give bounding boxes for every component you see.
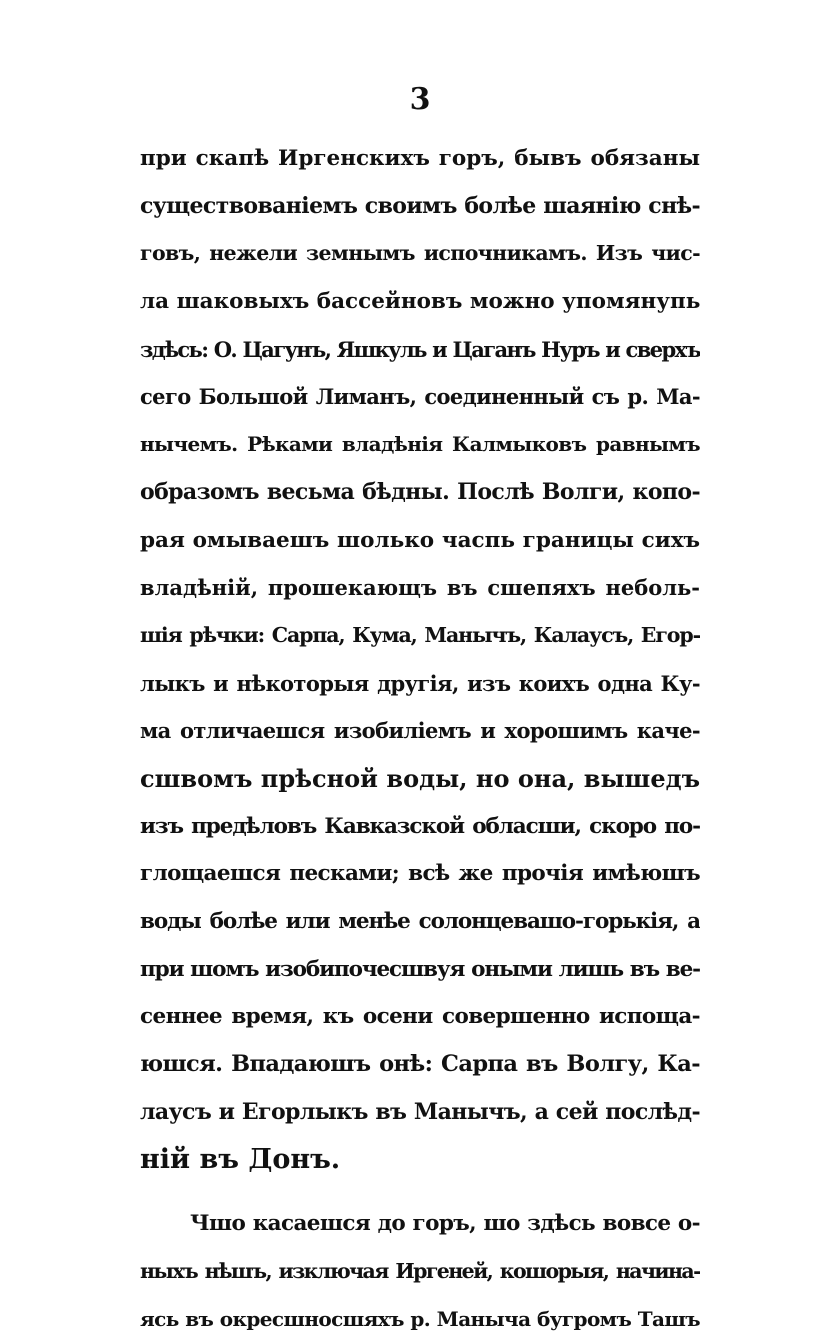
text-line: сшвомъ прѣсной воды, но она, вышедъ bbox=[140, 755, 700, 803]
text-line: ныхъ нѣшъ, изключая Иргеней, кошорыя, начина- bbox=[140, 1248, 700, 1296]
text-line: шія рѣчки: Сарпа, Кума, Манычъ, Калаусъ, Егор- bbox=[140, 612, 700, 660]
text-line: сего Большой Лиманъ, соединенный съ р. Ма- bbox=[140, 373, 700, 421]
body-text bbox=[140, 135, 700, 1343]
text-line: ла шаковыхъ бассейновъ можно упомянупь bbox=[140, 278, 700, 326]
text-line: образомъ весьма бѣдны. Послѣ Волги, копо- bbox=[140, 469, 700, 517]
paragraph-2 bbox=[140, 1200, 700, 1343]
text-line: владѣній, прошекающъ въ сшепяхъ неболь- bbox=[140, 564, 700, 612]
text-line: лаусъ и Егорлыкъ въ Манычъ, а сей послѣд- bbox=[140, 1089, 700, 1137]
text-line: при скапѣ Иргенскихъ горъ, бывъ обязаны bbox=[140, 135, 700, 183]
text-line: Чшо касаешся до горъ, шо здѣсь вовсе о- bbox=[140, 1200, 700, 1248]
text-line: говъ, нежели земнымъ испочникамъ. Изъ чис- bbox=[140, 230, 700, 278]
paragraph-1 bbox=[140, 135, 700, 1184]
text-line: существованіемъ своимъ болѣе шаянію снѣ- bbox=[140, 183, 700, 231]
text-line: при шомъ изобипочесшвуя оными лишь въ ве- bbox=[140, 946, 700, 994]
text-line: ній въ Донъ. bbox=[140, 1136, 700, 1184]
text-line: юшся. Впадаюшъ онѣ: Сарпа въ Волгу, Ка- bbox=[140, 1041, 700, 1089]
text-line: здѣсь: О. Цагунъ, Яшкуль и Цаганъ Нуръ и сверхъ bbox=[140, 326, 700, 374]
paragraph-gap bbox=[140, 1184, 700, 1200]
text-line: ма отличаешся изобиліемъ и хорошимъ каче- bbox=[140, 707, 700, 755]
text-line: нычемъ. Рѣками владѣнія Калмыковъ равнымъ bbox=[140, 421, 700, 469]
text-line: сеннее время, къ осени совершенно испоща- bbox=[140, 993, 700, 1041]
page-number: 3 bbox=[0, 82, 840, 117]
text-line: рая омываешъ шолько часпь границы сихъ bbox=[140, 517, 700, 565]
text-line: изъ предѣловъ Кавказской обласши, скоро по- bbox=[140, 803, 700, 851]
text-line: воды болѣе или менѣе солонцевашо-горькія, а bbox=[140, 898, 700, 946]
text-line: глощаешся песками; всѣ же прочія имѣюшъ bbox=[140, 850, 700, 898]
text-line: лыкъ и нѣкоторыя другія, изъ коихъ одна Ку- bbox=[140, 660, 700, 708]
text-line: ясь въ окресшносшяхъ р. Маныча бугромъ Ташъ bbox=[140, 1296, 700, 1343]
